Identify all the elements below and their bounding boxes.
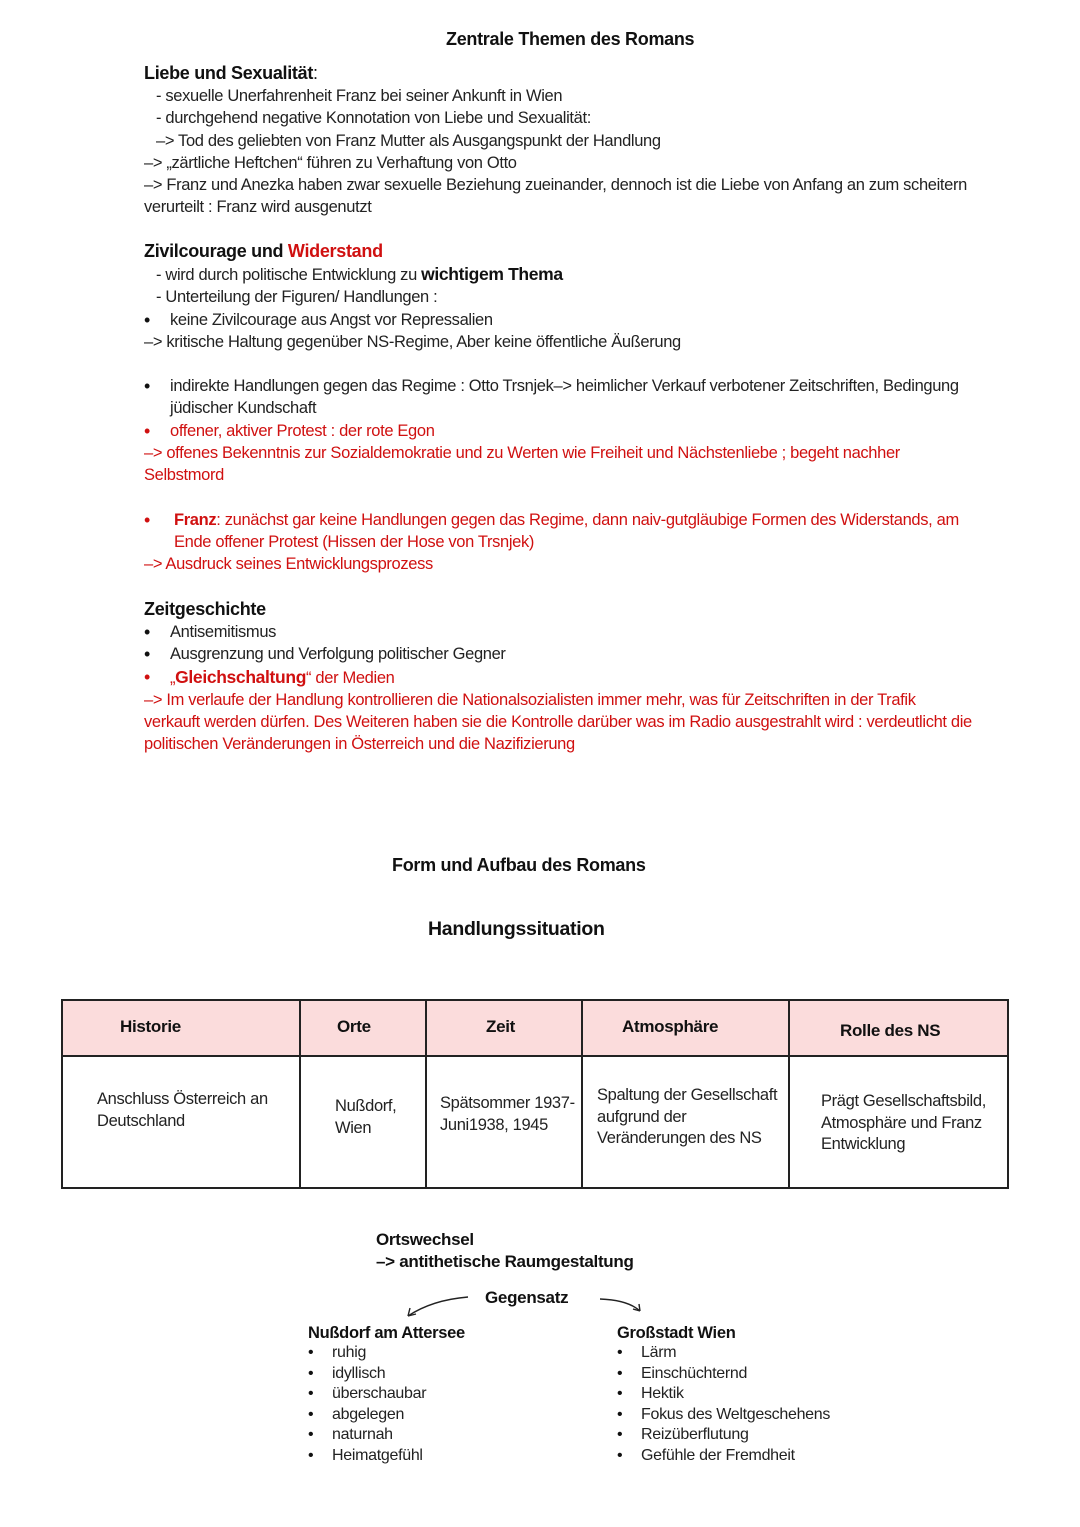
- history-bullet: • Ausgrenzung und Verfolgung politischer Gegner: [144, 643, 984, 665]
- history-arrow: verkauft werden dürfen. Des Weiteren haben sie die Kontrolle darüber was im Radio ausgestrahlt wird : verdeutlicht die: [144, 713, 972, 732]
- gleichschaltung: Gleichschaltung: [175, 666, 307, 687]
- list-item: • Einschüchternd: [617, 1364, 830, 1385]
- section-courage: [144, 240, 984, 576]
- courage-bullet: • indirekte Handlungen gegen das Regime : Otto Trsnjek–> heimlicher Verkauf verbotener Zeitschriften, Bedingung: [144, 375, 984, 397]
- form-subtitle: Handlungssituation: [428, 918, 605, 940]
- section-love: [144, 62, 984, 219]
- courage-emphasis: wichtigem Thema: [421, 264, 563, 284]
- courage-heading: Zivilcourage und: [144, 241, 288, 261]
- cell-line: Wien: [335, 1118, 372, 1137]
- courage-arrow-red: Selbstmord: [144, 466, 224, 485]
- list-item: • idyllisch: [308, 1364, 426, 1385]
- left-place-title: Nußdorf am Attersee: [308, 1324, 465, 1342]
- cell-line: aufgrund der: [597, 1107, 687, 1126]
- contrast-arrows: [396, 1290, 656, 1322]
- places-heading-line: Ortswechsel: [376, 1230, 474, 1249]
- right-place-list: [617, 1343, 830, 1467]
- media-text: “ der Medien: [306, 668, 395, 687]
- table-cell: [597, 1085, 777, 1150]
- cell-line: Anschluss Österreich an: [97, 1090, 268, 1108]
- table-cell: [335, 1096, 396, 1139]
- cell-line: Entwicklung: [821, 1135, 906, 1153]
- places-heading: [376, 1229, 634, 1273]
- love-line: - durchgehend negative Konnotation von Liebe und Sexualität:: [156, 109, 591, 128]
- left-place-list: [308, 1343, 426, 1467]
- list-item: • überschaubar: [308, 1384, 426, 1405]
- table-cell: [97, 1089, 268, 1132]
- cell-line: Deutschland: [97, 1111, 185, 1130]
- cell-line: Juni1938, 1945: [440, 1115, 548, 1134]
- right-place-title: Großstadt Wien: [617, 1324, 736, 1342]
- cell-line: Nußdorf,: [335, 1097, 397, 1115]
- love-heading-colon: :: [313, 63, 318, 83]
- love-line: –> „zärtliche Heftchen“ führen zu Verhaftung von Otto: [144, 153, 517, 172]
- courage-arrow: –> kritische Haltung gegenüber NS-Regime, Aber keine öffentliche Äußerung: [144, 332, 681, 351]
- love-line: –> Tod des geliebten von Franz Mutter als Ausgangspunkt der Handlung: [156, 131, 661, 150]
- arrow-left-icon: [408, 1297, 468, 1316]
- table-header: Rolle des NS: [840, 1021, 941, 1040]
- list-item: • ruhig: [308, 1343, 426, 1364]
- quote-open: „: [170, 668, 176, 687]
- franz-text: : zunächst gar keine Handlungen gegen das Regime, dann naiv-gutgläubige Formen des Widerstands, am: [216, 510, 959, 529]
- franz-text-cont: Ende offener Protest (Hissen der Hose von Trsnjek): [174, 532, 535, 551]
- cell-line: Atmosphäre und Franz: [821, 1113, 982, 1132]
- franz-arrow: –> Ausdruck seines Entwicklungsprozess: [144, 555, 433, 574]
- courage-heading-red: Widerstand: [287, 241, 383, 261]
- courage-bullet-cont: jüdischer Kundschaft: [170, 399, 317, 418]
- list-item: • naturnah: [308, 1425, 426, 1446]
- list-item: • Fokus des Weltgeschehens: [617, 1405, 830, 1426]
- cell-line: Prägt Gesellschaftsbild,: [821, 1092, 986, 1110]
- table-cell: [821, 1091, 986, 1156]
- love-line: –> Franz und Anezka haben zwar sexuelle Beziehung zueinander, dennoch ist die Liebe von Anfang an zum scheitern: [144, 176, 967, 195]
- courage-bullet-red: • offener, aktiver Protest : der rote Egon: [144, 420, 984, 442]
- table-cell: [440, 1093, 575, 1136]
- places-heading-line: –> antithetische Raumgestaltung: [376, 1252, 634, 1271]
- history-bullet: • Antisemitismus: [144, 621, 984, 643]
- courage-line: - Unterteilung der Figuren/ Handlungen :: [156, 288, 438, 307]
- list-item: • Lärm: [617, 1343, 830, 1364]
- contrast-label: Gegensatz: [485, 1288, 569, 1307]
- history-arrow: –> Im verlaufe der Handlung kontrollieren die Nationalsozialisten immer mehr, was für Zeitschriften in der Trafik: [144, 690, 916, 709]
- form-title: Form und Aufbau des Romans: [392, 855, 646, 875]
- love-heading: Liebe und Sexualität: [144, 63, 314, 83]
- list-item: • Gefühle der Fremdheit: [617, 1446, 830, 1467]
- list-item: • abgelegen: [308, 1405, 426, 1426]
- love-line: verurteilt : Franz wird ausgenutzt: [144, 198, 372, 217]
- love-line: - sexuelle Unerfahrenheit Franz bei seiner Ankunft in Wien: [156, 87, 563, 105]
- franz-label: Franz: [174, 510, 217, 529]
- history-heading: Zeitgeschichte: [144, 599, 266, 619]
- list-item: • Hektik: [617, 1384, 830, 1405]
- table-header: Zeit: [486, 1017, 516, 1036]
- situation-table: [61, 999, 1009, 1189]
- courage-bullet: • keine Zivilcourage aus Angst vor Repressalien: [144, 309, 984, 331]
- list-item: • Reizüberflutung: [617, 1425, 830, 1446]
- table-header: Orte: [337, 1017, 371, 1036]
- cell-line: Spaltung der Gesellschaft: [597, 1086, 778, 1104]
- section-history: [144, 598, 984, 756]
- cell-line: Veränderungen des NS: [597, 1129, 762, 1147]
- history-arrow: politischen Veränderungen in Österreich und die Nazifizierung: [144, 735, 575, 754]
- themes-title: Zentrale Themen des Romans: [446, 29, 695, 49]
- table-header: Atmosphäre: [622, 1017, 719, 1036]
- table-header: Historie: [120, 1017, 181, 1036]
- courage-arrow-red: –> offenes Bekenntnis zur Sozialdemokratie und zu Werten wie Freiheit und Nächstenliebe ; begeht nachher: [144, 444, 900, 463]
- list-item: • Heimatgefühl: [308, 1446, 426, 1467]
- cell-line: Spätsommer 1937-: [440, 1094, 575, 1112]
- courage-line: - wird durch politische Entwicklung zu: [156, 266, 422, 284]
